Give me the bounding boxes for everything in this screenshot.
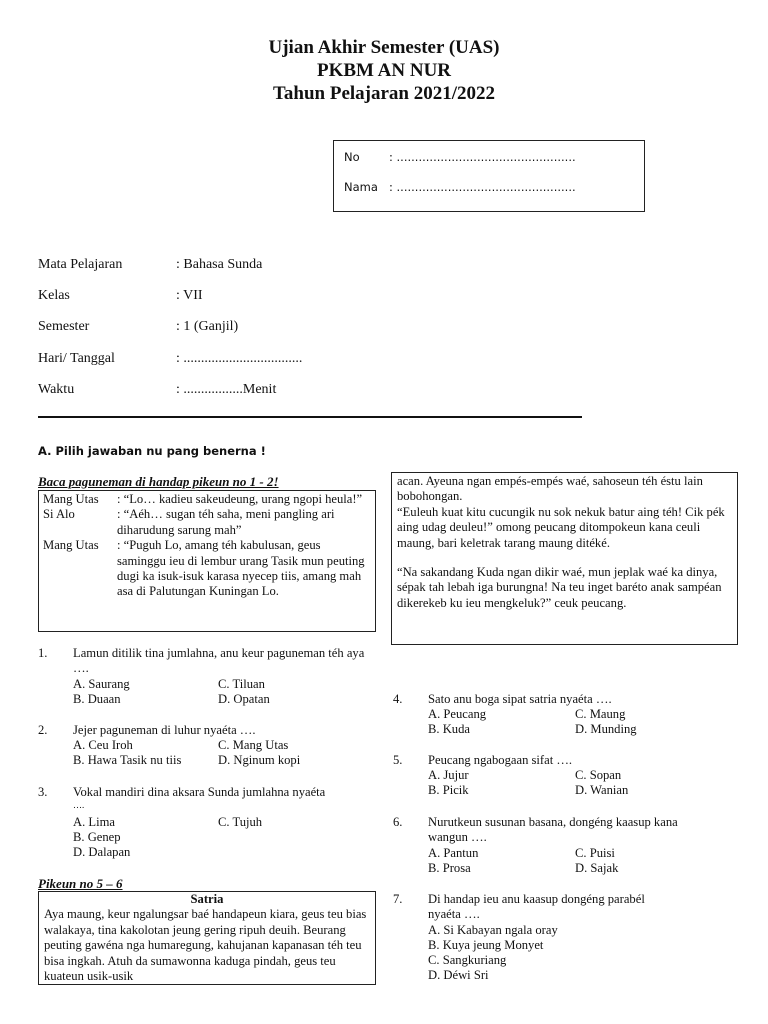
speaker: Mang Utas (43, 538, 99, 553)
option-a[interactable]: A. Saurang (73, 677, 130, 691)
no-value: : ................................................. (389, 150, 576, 164)
question-stem: Peucang ngabogaan sifat …. (428, 753, 573, 767)
subject-label: Mata Pelajaran (38, 257, 123, 272)
option-b[interactable]: B. Kuda (428, 722, 470, 736)
story-box-part2 (391, 472, 738, 645)
option-b[interactable]: B. Hawa Tasik nu tiis (73, 753, 182, 767)
date-value: : .................................. (176, 351, 303, 366)
question-5 (393, 753, 743, 803)
speech: : “Lo… kadieu sakeudeung, urang ngopi heula!” (117, 492, 363, 506)
class-label: Kelas (38, 288, 70, 303)
option-d[interactable]: D. Déwi Sri (428, 968, 489, 982)
question-6 (393, 815, 743, 880)
nama-value: : ................................................. (389, 180, 576, 194)
speech: : “Puguh Lo, amang téh kabulusan, geus saminggu ieu di lembur urang Tasik mun peuting dugi ka isuk-isuk karasa nyecep tiis, amang mah asa di Palutungan Kuningan Lo. (117, 538, 365, 599)
question-number: 2. (38, 723, 48, 737)
option-b[interactable]: B. Duaan (73, 692, 121, 706)
option-b[interactable]: B. Genep (73, 830, 121, 844)
option-c[interactable]: C. Tujuh (218, 815, 263, 829)
option-c[interactable]: C. Maung (575, 707, 626, 721)
option-c[interactable]: C. Sopan (575, 768, 622, 782)
question-number: 6. (393, 815, 403, 829)
option-a[interactable]: A. Peucang (428, 707, 487, 721)
option-a[interactable]: A. Ceu Iroh (73, 738, 133, 752)
speaker: Mang Utas (43, 492, 99, 506)
semester-label: Semester (38, 319, 90, 334)
academic-year: Tahun Pelajaran 2021/2022 (272, 83, 496, 104)
question-number: 5. (393, 753, 403, 767)
semester-value: : 1 (Ganjil) (176, 319, 239, 334)
question-stem-ellipsis: …. (73, 800, 85, 810)
subject-value: : Bahasa Sunda (176, 257, 263, 272)
story-paragraph: acan. Ayeuna ngan empés-empés waé, sahoseun téh éstu lain bobohongan. (397, 474, 703, 504)
option-c[interactable]: C. Sangkuriang (428, 953, 507, 967)
dialogue-box (38, 490, 376, 632)
date-label: Hari/ Tanggal (38, 351, 115, 366)
question-7 (393, 892, 743, 987)
option-d[interactable]: D. Sajak (575, 861, 619, 875)
option-a[interactable]: A. Jujur (428, 768, 469, 782)
question-number: 4. (393, 692, 403, 706)
option-a[interactable]: A. Lima (73, 815, 115, 829)
question-stem: Jejer paguneman di luhur nyaéta …. (73, 723, 256, 737)
question-stem: Nurutkeun susunan basana, dongéng kaasup kana wangun …. (428, 815, 678, 845)
no-label: No (344, 150, 360, 164)
option-c[interactable]: C. Tiluan (218, 677, 265, 691)
question-number: 3. (38, 785, 48, 799)
reading2-instruction: Pikeun no 5 – 6 (38, 876, 123, 891)
question-stem: Di handap ieu anu kaasup dongéng parabél nyaéta …. (428, 892, 645, 922)
story-title: Satria (190, 892, 224, 906)
dialogue-line (43, 507, 371, 538)
time-value: : .................Menit (176, 382, 277, 397)
question-4 (393, 692, 743, 742)
question-number: 7. (393, 892, 403, 906)
section-a-heading: A. Pilih jawaban nu pang benerna ! (38, 444, 266, 458)
option-a[interactable]: A. Si Kabayan ngala oray (428, 923, 558, 937)
question-2 (38, 723, 378, 773)
option-d[interactable]: D. Opatan (218, 692, 270, 706)
exam-title: Ujian Akhir Semester (UAS) (268, 37, 500, 58)
speaker: Si Alo (43, 507, 75, 522)
nama-label: Nama (344, 180, 378, 194)
dialogue-line (43, 538, 371, 600)
story-box-part1 (38, 891, 376, 985)
school-name: PKBM AN NUR (316, 60, 452, 81)
dialogue-line (43, 492, 371, 507)
option-d[interactable]: D. Nginum kopi (218, 753, 301, 767)
speech: : “Aéh… sugan téh saha, meni pangling ari diharudung sarung mah” (117, 507, 335, 537)
reading1-instruction: Baca paguneman di handap pikeun no 1 - 2! (38, 474, 279, 489)
time-label: Waktu (38, 382, 75, 397)
story-paragraph: “Euleuh kuat kitu cucungik nu sok nekuk batur aing téh! Cik pék aing udag deuleu!” omong peucang ditompokeun kana ceuli maung, bari keletrak tarang maung ditéké. (397, 504, 725, 550)
divider (38, 416, 582, 418)
question-stem: Vokal mandiri dina aksara Sunda jumlahna nyaéta (73, 785, 326, 799)
question-1 (38, 646, 378, 711)
option-d[interactable]: D. Munding (575, 722, 637, 736)
story-text: Aya maung, keur ngalungsar baé handapeun kiara, geus teu bias walakaya, tina kakolotan jeung gering ripuh deuih. Beurang peuting gawéna nga humaregung, kahujanan kapanasan téh teu bisa ingkah. Atuh da sumawonna kaduga pindah, geus teu kuateun usik-usik (44, 907, 367, 984)
question-3 (38, 785, 378, 865)
nama-field[interactable] (344, 180, 576, 194)
question-stem: Lamun ditilik tina jumlahna, anu keur paguneman téh aya …. (73, 646, 365, 676)
question-stem: Sato anu boga sipat satria nyaéta …. (428, 692, 612, 706)
class-value: : VII (176, 288, 203, 303)
option-a[interactable]: A. Pantun (428, 846, 479, 860)
no-field[interactable] (344, 150, 576, 164)
option-d[interactable]: D. Dalapan (73, 845, 131, 859)
option-b[interactable]: B. Kuya jeung Monyet (428, 938, 544, 952)
question-number: 1. (38, 646, 48, 660)
option-b[interactable]: B. Prosa (428, 861, 471, 875)
option-b[interactable]: B. Picik (428, 783, 469, 797)
option-c[interactable]: C. Mang Utas (218, 738, 289, 752)
story-paragraph: “Na sakandang Kuda ngan dikir waé, mun jeplak waé ka dinya, sépak tah lebah iga burungna! Na teu inget baréto anak sampéan dikerekeb ku ieu mengkeluk?” ceuk peucang. (397, 565, 722, 610)
option-c[interactable]: C. Puisi (575, 846, 615, 860)
student-identity-box (333, 140, 645, 212)
option-d[interactable]: D. Wanian (575, 783, 629, 797)
